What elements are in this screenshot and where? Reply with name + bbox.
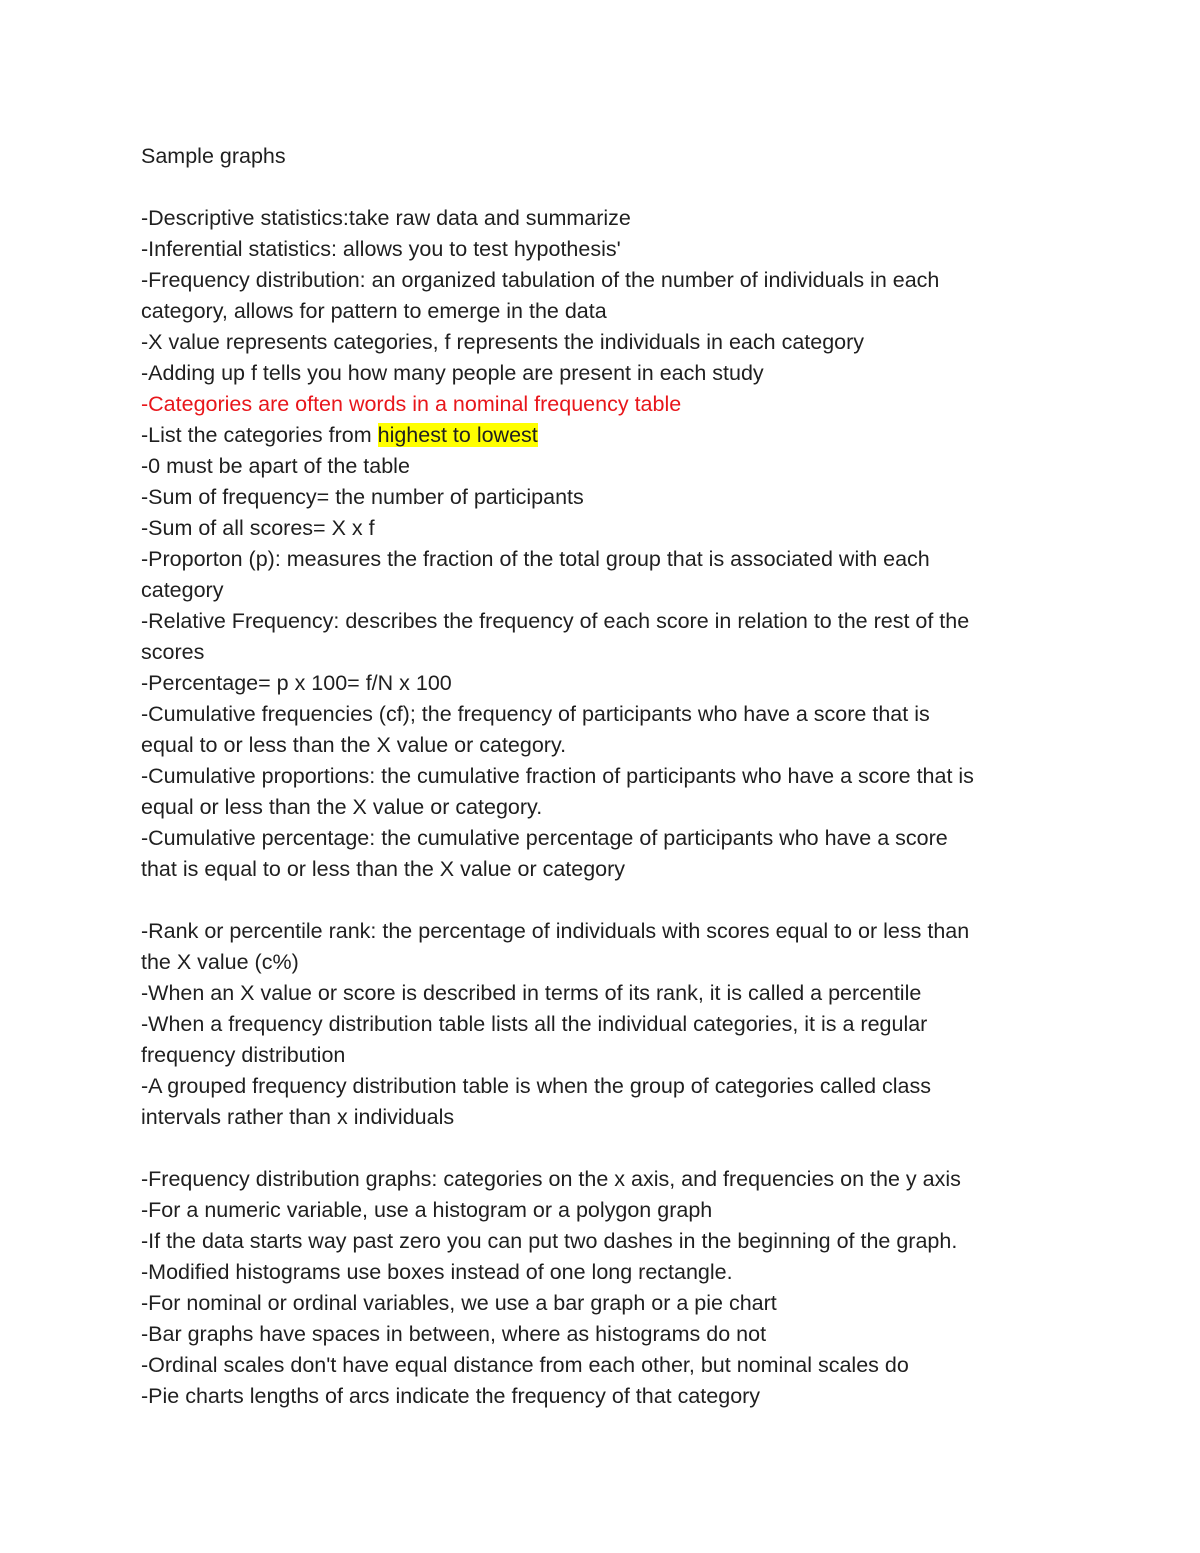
note-line: -Modified histograms use boxes instead of one long rectangle. bbox=[141, 1260, 733, 1284]
note-line: -If the data starts way past zero you can put two dashes in the beginning of the graph. bbox=[141, 1229, 958, 1253]
note-line: -When an X value or score is described in terms of its rank, it is called a percentile bbox=[141, 981, 922, 1005]
note-line: -Pie charts lengths of arcs indicate the frequency of that category bbox=[141, 1384, 761, 1408]
highlighted-text: highest to lowest bbox=[377, 423, 538, 447]
note-line: the X value (c%) bbox=[141, 950, 299, 974]
note-line: -Descriptive statistics:take raw data and summarize bbox=[141, 206, 631, 230]
note-line: scores bbox=[141, 640, 205, 664]
note-line: frequency distribution bbox=[141, 1043, 346, 1067]
blank-line bbox=[141, 172, 1071, 203]
note-line: -X value represents categories, f represents the individuals in each category bbox=[141, 330, 865, 354]
note-line: that is equal to or less than the X value or category bbox=[141, 857, 626, 881]
note-line: -Frequency distribution: an organized tabulation of the number of individuals in each bbox=[141, 268, 940, 292]
note-line-with-highlight bbox=[141, 420, 1071, 451]
note-line: -Frequency distribution graphs: categories on the x axis, and frequencies on the y axis bbox=[141, 1167, 961, 1191]
note-line: -0 must be apart of the table bbox=[141, 454, 410, 478]
note-line: -Bar graphs have spaces in between, where as histograms do not bbox=[141, 1322, 767, 1346]
note-line: category bbox=[141, 578, 224, 602]
note-line: category, allows for pattern to emerge in the data bbox=[141, 299, 607, 323]
note-line: -Sum of frequency= the number of participants bbox=[141, 485, 584, 509]
document-title: Sample graphs bbox=[141, 144, 286, 168]
note-line: -For nominal or ordinal variables, we use a bar graph or a pie chart bbox=[141, 1291, 777, 1315]
note-line: -For a numeric variable, use a histogram or a polygon graph bbox=[141, 1198, 713, 1222]
document-body bbox=[141, 141, 1071, 1412]
note-line: -When a frequency distribution table lists all the individual categories, it is a regular bbox=[141, 1012, 928, 1036]
note-line: -Ordinal scales don't have equal distance from each other, but nominal scales do bbox=[141, 1353, 909, 1377]
note-line: -A grouped frequency distribution table is when the group of categories called class bbox=[141, 1074, 931, 1098]
blank-line bbox=[141, 1133, 1071, 1164]
note-line: -Relative Frequency: describes the frequency of each score in relation to the rest of the bbox=[141, 609, 970, 633]
note-line: intervals rather than x individuals bbox=[141, 1105, 455, 1129]
note-line: -Cumulative percentage: the cumulative percentage of participants who have a score bbox=[141, 826, 948, 850]
note-line: -Rank or percentile rank: the percentage of individuals with scores equal to or less than bbox=[141, 919, 970, 943]
note-line: -Percentage= p x 100= f/N x 100 bbox=[141, 671, 452, 695]
note-line: -Cumulative frequencies (cf); the frequency of participants who have a score that is bbox=[141, 702, 930, 726]
note-line: equal to or less than the X value or category. bbox=[141, 733, 567, 757]
blank-line bbox=[141, 885, 1071, 916]
note-line: -Sum of all scores= X x f bbox=[141, 516, 375, 540]
note-line: -Adding up f tells you how many people are present in each study bbox=[141, 361, 764, 385]
note-line: equal or less than the X value or category. bbox=[141, 795, 543, 819]
note-line: -Cumulative proportions: the cumulative fraction of participants who have a score that is bbox=[141, 764, 974, 788]
note-text: -List the categories from bbox=[141, 423, 378, 447]
note-line: -Proporton (p): measures the fraction of the total group that is associated with each bbox=[141, 547, 930, 571]
note-line: -Inferential statistics: allows you to test hypothesis' bbox=[141, 237, 621, 261]
note-line-red: -Categories are often words in a nominal frequency table bbox=[141, 392, 682, 416]
